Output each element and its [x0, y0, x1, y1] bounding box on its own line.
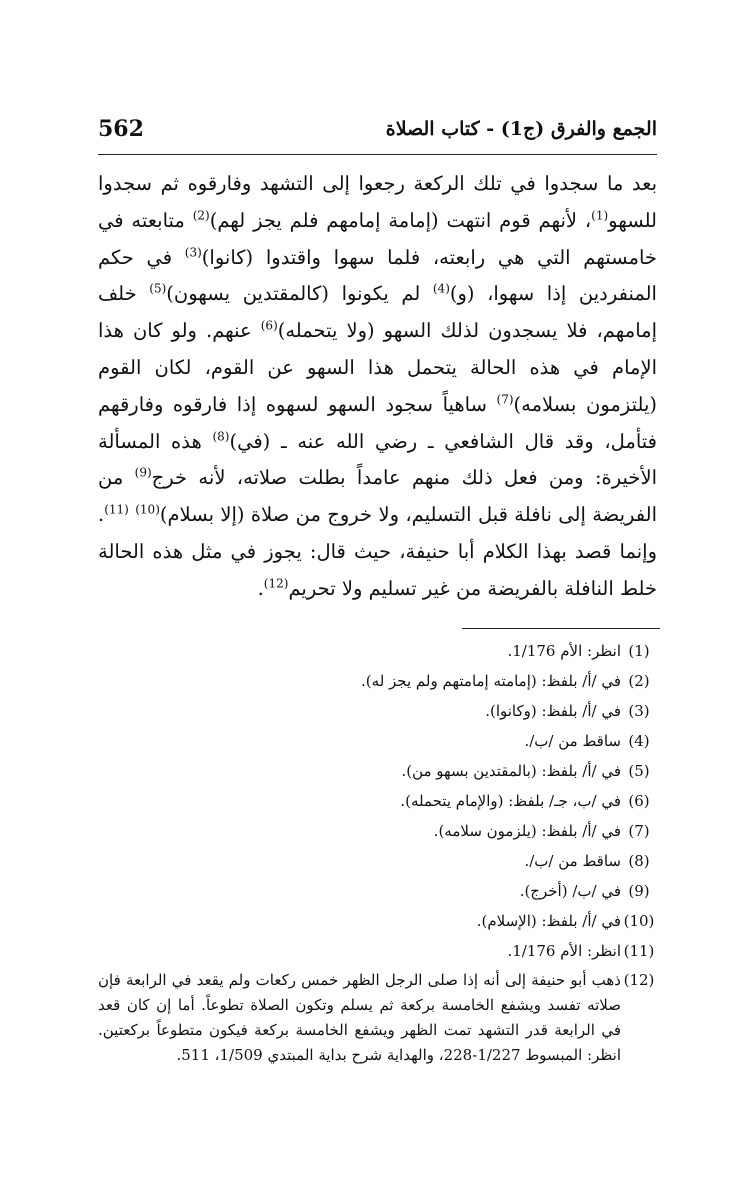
footnote-number: (2) — [628, 672, 650, 690]
main-text — [98, 166, 657, 608]
footnote-text: في /أ/ بلفظ: (الإسلام). — [476, 912, 621, 930]
footnote-text: انظر: الأم 1/176. — [507, 642, 621, 660]
footnote-ref: (2) — [192, 208, 210, 223]
footnote-item — [98, 666, 657, 696]
footnote-number: (10) — [623, 912, 655, 930]
footnote-item — [98, 906, 657, 936]
text-segment: ساهياً سجود السهو لسهوه إذا فارقوه وفارقهم فتأمل، وقد قال الشافعي ـ رضي الله عنه ـ (في) — [98, 392, 658, 453]
footnote-text: ذهب أبو حنيفة إلى أنه إذا صلى الرجل الظهر خمس ركعات ولم يقعد في الرابعة فإن صلاته تفسد ويشفع الخامسة بركعة ثم يسلم وتكون الصلاة تطوعاً. أما إن كان قعد في الرابعة قدر التشهد تمت الظهر ويشفع الخامسة بركعة فيكون متطوعاً بركعتين. انظر: المبسوط 1/227-228، والهداية شرح بداية المبتدي 1/509، 511. — [98, 971, 621, 1064]
footnote-item — [98, 756, 657, 786]
text-segment: متابعته في خامستهم التي هي رابعته، فلما سهوا واقتدوا (كانوا) — [98, 208, 657, 269]
footnote-ref: (9) — [134, 465, 152, 480]
footnote-item — [98, 636, 657, 666]
footnote-text: ساقط من /ب/. — [524, 732, 621, 750]
page-header — [98, 116, 657, 156]
footnote-text: في /ب، جـ/ بلفظ: (والإمام يتحمله). — [400, 792, 621, 810]
footnote-number: (5) — [628, 762, 650, 780]
footnote-item — [98, 846, 657, 876]
footnote-item — [98, 696, 657, 726]
footnote-ref: (7) — [496, 392, 514, 407]
text-segment: عنهم. ولو كان هذا الإمام في هذه الحالة يتحمل هذا السهو عن القوم، لكان القوم (يلتزمون بسلامه) — [98, 319, 657, 416]
footnote-text: انظر: الأم 1/176. — [507, 942, 621, 960]
footnote-item — [98, 966, 657, 1068]
footnote-separator — [462, 628, 660, 629]
footnote-ref: (8) — [212, 429, 230, 444]
footnote-ref: (6) — [260, 318, 278, 333]
text-segment: في حكم المنفردين إذا سهوا، (و) — [98, 245, 657, 306]
footnotes-list — [98, 636, 657, 1068]
footnote-ref: (1) — [591, 208, 609, 223]
footnote-number: (7) — [628, 822, 650, 840]
text-segment: . — [257, 576, 264, 600]
text-segment: هذه المسألة الأخيرة: ومن فعل ذلك منهم عامداً بطلت صلاته، لأنه خرج — [98, 429, 657, 490]
footnote-text: ساقط من /ب/. — [524, 852, 621, 870]
footnote-number: (12) — [623, 971, 655, 989]
footnote-ref: (5) — [149, 281, 167, 296]
footnote-ref: (11) — [104, 502, 129, 517]
footnote-ref: (12) — [263, 576, 289, 591]
text-segment: ، لأنهم قوم انتهت (إمامة إمامهم فلم يجز لهم) — [209, 208, 592, 232]
footnote-number: (9) — [628, 882, 650, 900]
text-segment: بعد ما سجدوا في تلك الركعة رجعوا إلى التشهد وفارقوه ثم سجدوا للسهو — [98, 172, 657, 232]
footnote-number: (4) — [628, 732, 650, 750]
text-segment: لم يكونوا (كالمقتدين يسهون) — [166, 282, 433, 306]
text-segment: خلف إمامهم، فلا يسجدون لذلك السهو (ولا يتحمله) — [98, 282, 657, 343]
footnote-text: في /أ/ بلفظ: (إمامته إمامتهم ولم يجز له). — [361, 672, 621, 690]
footnote-ref: (3) — [184, 245, 202, 260]
text-segment: . وإنما قصد بهذا الكلام أبا حنيفة، حيث قال: يجوز في مثل هذه الحالة خلط النافلة بالفريضة من غير تسليم ولا تحريم — [98, 503, 657, 600]
footnote-text: في /أ/ بلفظ: (يلزمون سلامه). — [433, 822, 621, 840]
footnote-item — [98, 726, 657, 756]
footnote-item — [98, 876, 657, 906]
footnote-text: في /أ/ بلفظ: (وكانوا). — [485, 702, 621, 720]
footnote-number: (3) — [628, 702, 650, 720]
footnote-ref: (10) — [135, 502, 160, 517]
footnote-text: في /ب/ (أخرج). — [519, 882, 621, 900]
footnote-number: (6) — [628, 792, 650, 810]
footnote-item — [98, 786, 657, 816]
text-segment: من الفريضة إلى نافلة قبل التسليم، ولا خروج من صلاة (إلا بسلام) — [98, 466, 657, 527]
page-number: 562 — [98, 116, 144, 142]
footnote-number: (1) — [628, 642, 650, 660]
footnote-item — [98, 936, 657, 966]
footnote-item — [98, 816, 657, 846]
footnote-ref: (4) — [432, 281, 450, 296]
footnote-text: في /أ/ بلفظ: (بالمقتدين بسهو من). — [401, 762, 621, 780]
footnote-number: (11) — [623, 942, 655, 960]
footnote-number: (8) — [628, 852, 650, 870]
header-rule — [98, 154, 657, 155]
running-title: الجمع والفرق (ج1) - كتاب الصلاة — [385, 118, 657, 140]
main-paragraph — [98, 166, 657, 608]
